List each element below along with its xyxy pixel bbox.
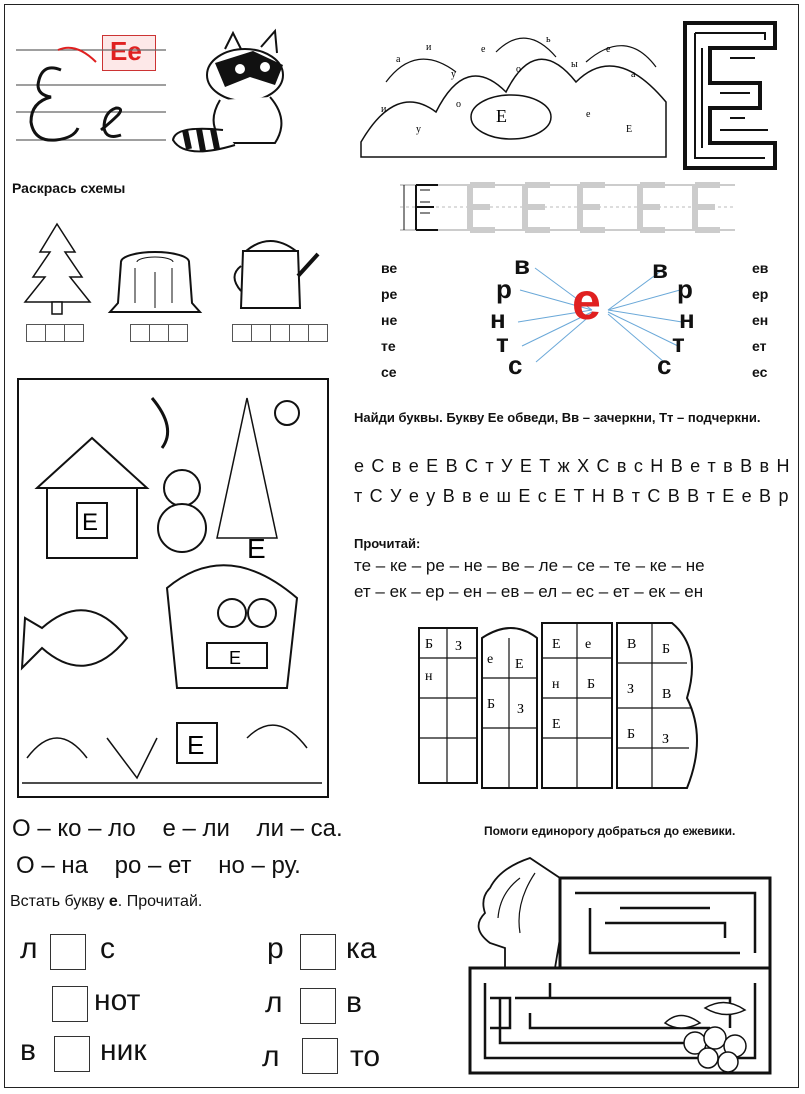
letter-row-2: т С У е у В в е ш Е с Е Т Н В т С В В т Е е В р bbox=[354, 486, 790, 506]
syllable-left-1: ве bbox=[381, 260, 398, 276]
read-row-2: ет – ек – ер – ен – ев – ел – ес – ет – ек – ен bbox=[354, 582, 704, 601]
fan-right-1: в bbox=[652, 254, 668, 284]
fan-right-3: н bbox=[679, 304, 695, 334]
svg-text:и: и bbox=[426, 42, 432, 53]
letter-e-maze bbox=[680, 18, 780, 173]
unicorn-maze bbox=[460, 858, 780, 1078]
svg-text:Е: Е bbox=[82, 509, 99, 536]
svg-text:З: З bbox=[662, 732, 670, 747]
word-6-blank[interactable] bbox=[302, 1038, 338, 1074]
svg-text:н: н bbox=[552, 677, 560, 692]
insert-task-prefix: Встать букву bbox=[10, 893, 109, 910]
stump-scheme[interactable] bbox=[130, 324, 187, 342]
word-1-blank[interactable] bbox=[50, 934, 86, 970]
syllable-right-1: ев bbox=[752, 260, 769, 276]
svg-text:о: о bbox=[456, 99, 461, 110]
svg-text:З: З bbox=[455, 639, 463, 654]
syllable-words-line-2: О – на ро – ет но – ру. bbox=[16, 852, 301, 879]
svg-text:В: В bbox=[662, 687, 672, 702]
syllable-left-4: те bbox=[381, 338, 396, 354]
read-title: Прочитай: bbox=[354, 536, 421, 551]
raccoon-illustration bbox=[165, 25, 315, 155]
svg-text:у: у bbox=[451, 69, 456, 80]
fan-left-5: с bbox=[508, 350, 523, 380]
fan-left-4: т bbox=[496, 328, 509, 358]
syllable-right-5: ес bbox=[752, 364, 768, 380]
watering-can-scheme[interactable] bbox=[232, 324, 327, 342]
word-3-end: ник bbox=[100, 1034, 147, 1067]
syllable-right-4: ет bbox=[752, 338, 767, 354]
svg-text:е: е bbox=[487, 652, 494, 667]
word-6-end: то bbox=[350, 1040, 381, 1073]
svg-text:Е: Е bbox=[229, 648, 242, 668]
stump-picture bbox=[110, 248, 200, 316]
word-5-end: в bbox=[346, 986, 362, 1019]
svg-text:З: З bbox=[627, 682, 635, 697]
svg-text:а: а bbox=[396, 54, 401, 65]
svg-text:а: а bbox=[631, 69, 636, 80]
insert-task-suffix: . Прочитай. bbox=[117, 893, 203, 910]
word-3-blank[interactable] bbox=[54, 1036, 90, 1072]
svg-text:Е: Е bbox=[247, 533, 266, 564]
syllable-right-3: ен bbox=[752, 312, 769, 328]
find-letters-task: Найди буквы. Букву Ее обведи, Вв – зачеркни, Тт – подчеркни. bbox=[354, 410, 761, 425]
fan-left-2: р bbox=[496, 274, 512, 304]
fan-left-1: в bbox=[514, 250, 530, 280]
word-2-end: нот bbox=[94, 984, 141, 1017]
tree-scheme[interactable] bbox=[26, 324, 83, 342]
svg-text:Е: Е bbox=[515, 657, 524, 672]
svg-text:Б: Б bbox=[487, 697, 496, 712]
svg-text:н: н bbox=[425, 669, 433, 684]
fan-left-3: н bbox=[490, 304, 506, 334]
word-5-blank[interactable] bbox=[300, 988, 336, 1024]
svg-text:Е: Е bbox=[552, 717, 561, 732]
letter-row-1: е С в е Е В С т У Е Т ж Х С в с Н В е т в В в Н bbox=[354, 456, 791, 476]
word-4-start: р bbox=[267, 932, 284, 965]
color-schemes-title: Раскрась схемы bbox=[12, 180, 126, 196]
svg-text:ы: ы bbox=[571, 59, 578, 70]
svg-text:Б: Б bbox=[627, 727, 636, 742]
fan-right-5: с bbox=[657, 350, 672, 380]
svg-text:е: е bbox=[586, 109, 591, 120]
word-2-blank[interactable] bbox=[52, 986, 88, 1022]
svg-text:о: о bbox=[516, 64, 521, 75]
word-1-end: с bbox=[100, 932, 115, 965]
svg-text:и: и bbox=[381, 104, 387, 115]
insert-letter-task bbox=[10, 893, 202, 911]
svg-text:В: В bbox=[627, 637, 637, 652]
svg-text:З: З bbox=[517, 702, 525, 717]
watering-can-picture bbox=[228, 236, 323, 314]
svg-text:ь: ь bbox=[546, 34, 551, 45]
word-1-start: л bbox=[20, 932, 38, 965]
tracing-e-row bbox=[400, 180, 735, 235]
center-letter: е bbox=[572, 273, 601, 331]
syllable-left-3: не bbox=[381, 312, 398, 328]
svg-text:Е: Е bbox=[187, 730, 205, 760]
syllable-right-2: ер bbox=[752, 286, 769, 302]
read-row-1: те – ке – ре – не – ве – ле – се – те – ке – не bbox=[354, 556, 705, 575]
syllable-left-2: ре bbox=[381, 286, 398, 302]
svg-text:е: е bbox=[606, 44, 611, 55]
svg-text:е: е bbox=[585, 637, 592, 652]
svg-text:Е: Е bbox=[626, 124, 633, 135]
svg-text:Е: Е bbox=[496, 106, 507, 126]
svg-text:Б: Б bbox=[425, 637, 434, 652]
fan-right-2: р bbox=[677, 274, 693, 304]
letter-badge-text: Ee bbox=[110, 36, 142, 66]
svg-text:е: е bbox=[481, 44, 486, 55]
word-5-start: л bbox=[265, 986, 283, 1019]
copybook-lines bbox=[16, 40, 166, 150]
syllable-left-5: се bbox=[381, 364, 397, 380]
svg-text:Е: Е bbox=[552, 637, 561, 652]
forest-letters-picture bbox=[356, 22, 671, 162]
word-4-blank[interactable] bbox=[300, 934, 336, 970]
maze-task: Помоги единорогу добраться до ежевики. bbox=[484, 824, 736, 838]
svg-text:Б: Б bbox=[587, 677, 596, 692]
fir-tree-picture bbox=[20, 222, 95, 317]
syllable-words-line-1: О – ко – ло е – ли ли – са. bbox=[12, 815, 343, 842]
svg-text:у: у bbox=[416, 124, 421, 135]
letter-puzzle-picture bbox=[417, 618, 707, 798]
word-3-start: в bbox=[20, 1034, 36, 1067]
hedgehog-coloring-picture bbox=[17, 378, 329, 798]
word-4-end: ка bbox=[346, 932, 377, 965]
word-6-start: л bbox=[262, 1040, 280, 1073]
fan-right-4: т bbox=[672, 328, 685, 358]
insert-task-letter: е bbox=[108, 893, 118, 910]
svg-text:Б: Б bbox=[662, 642, 671, 657]
